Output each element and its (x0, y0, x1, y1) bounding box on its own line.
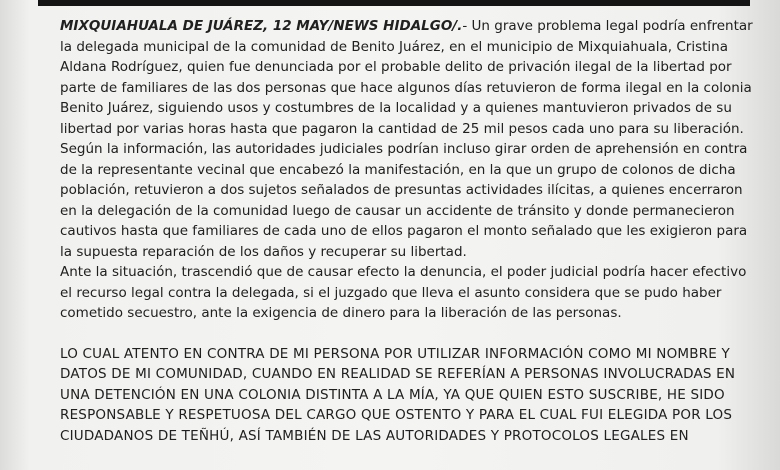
article-lead-text: - Un grave problema legal podría enfrentar la delegada municipal de la comunidad de Benito Juárez, en el municipio de Mixquiahuala, Cristina Aldana Rodríguez, quien fue denunciada por el probable delito de privación ilegal de la libertad por parte de familiares de las dos personas que hace algunos días retuvieron de forma ilegal en la colonia Benito Juárez, siguiendo usos y costumbres de la localidad y a quienes mantuvieron privados de su libertad por varias horas hasta que pagaron la cantidad de 25 mil pesos cada uno para su liberación. (60, 18, 753, 137)
article-paragraph-3: Ante la situación, trascendió que de causar efecto la denuncia, el poder judicial podría hacer efectivo el recurso legal contra la delegada, si el juzgado que lleva el asunto considera que se pudo haber cometido secuestro, ante la exigencia de dinero para la liberación de las personas. (60, 264, 747, 321)
response-statement: LO CUAL ATENTO EN CONTRA DE MI PERSONA POR UTILIZAR INFORMACIÓN COMO MI NOMBRE Y DATOS DE MI COMUNIDAD, CUANDO EN REALIDAD SE REFERÍAN A PERSONAS INVOLUCRADAS EN UNA DETENCIÓN EN UNA COLONIA DISTINTA A LA MÍA, YA QUE QUIEN ESTO SUSCRIBE, HE SIDO RESPONSABLE Y RESPETUOSA DEL CARGO QUE OSTENTO Y PARA EL CUAL FUI ELEGIDA POR LOS CIUDADANOS DE TEÑHÚ, ASÍ TAMBIÉN DE LAS AUTORIDADES Y PROTOCOLOS LEGALES EN (60, 345, 736, 444)
document-body (60, 16, 760, 446)
article-lead-paragraph (60, 16, 760, 139)
article-paragraph-2: Según la información, las autoridades judiciales podrían incluso girar orden de aprehensión en contra de la representante vecinal que encabezó la manifestación, en la que un grupo de colonos de dicha población, retuvieron a dos sujetos señalados de presuntas actividades ilícitas, a quienes encerraron en la delegación de la comunidad luego de causar un accidente de tránsito y donde permanecieron cautivos hasta que familiares de cada uno de ellos pagaron el monto señalado que les exigieron para la supuesta reparación de los daños y recuperar su libertad. (60, 141, 748, 260)
article-dateline: MIXQUIAHUALA DE JUÁREZ, 12 MAY/NEWS HIDALGO/. (60, 18, 463, 34)
top-border-bar (38, 0, 750, 6)
